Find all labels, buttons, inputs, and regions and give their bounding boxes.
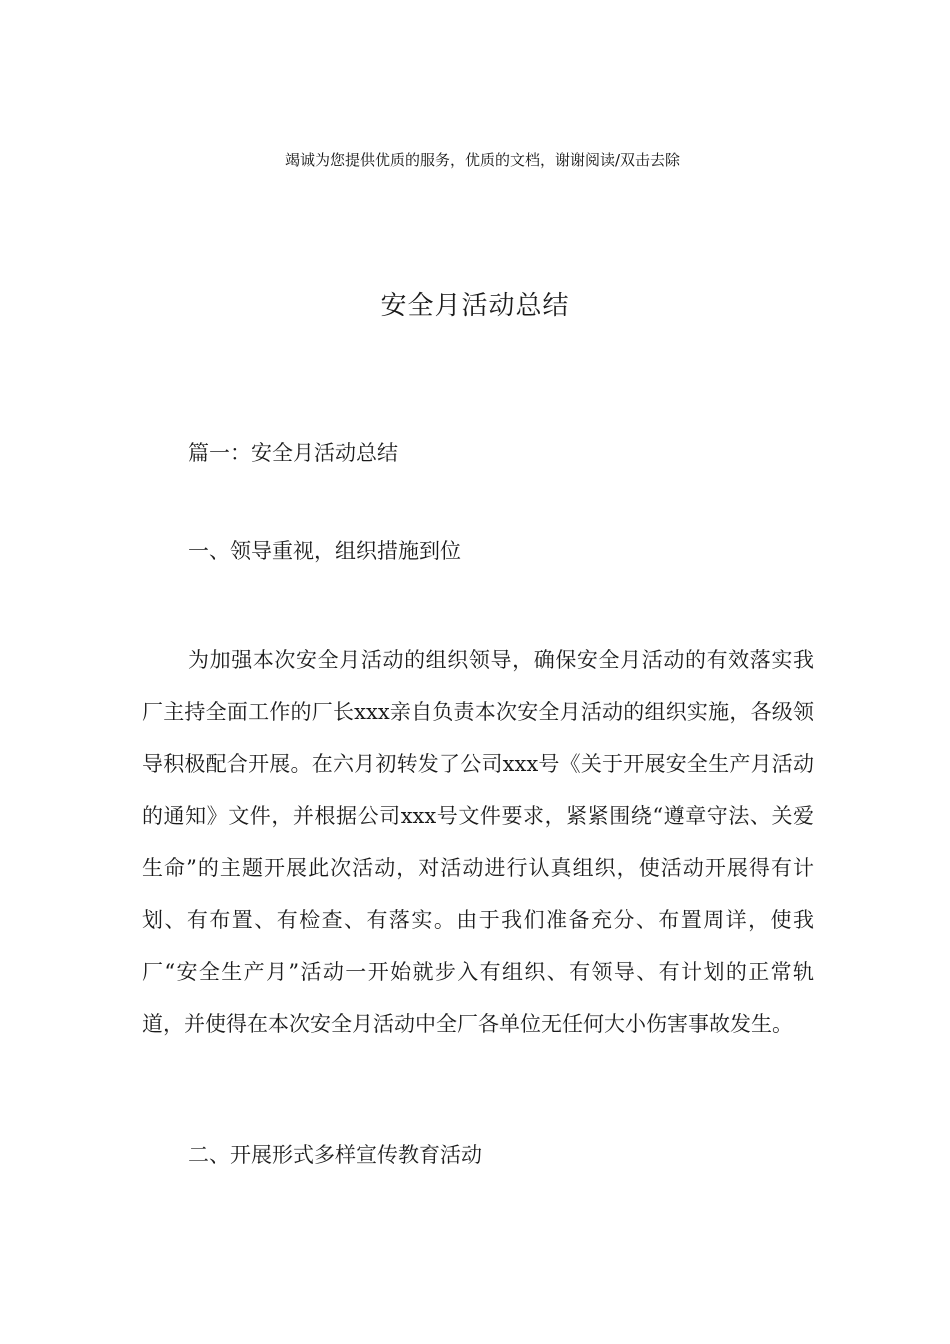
section-heading-1: 一、领导重视，组织措施到位 — [188, 539, 461, 563]
notice-text[interactable]: 竭诚为您提供优质的服务，优质的文档，谢谢阅读/双击去除 — [285, 151, 681, 169]
section-heading-2: 二、开展形式多样宣传教育活动 — [188, 1143, 482, 1167]
section-paragraph-1: 为加强本次安全月活动的组织领导，确保安全月活动的有效落实我厂主持全面工作的厂长xxx亲自负责本次安全月活动的组织实施，各级领导积极配合开展。在六月初转发了公司xxx号《关于开展安全生产月活动的通知》文件，并根据公司xxx号文件要求，紧紧围绕“遵章守法、关爱生命”的主题开展此次活动，对活动进行认真组织，使活动开展得有计划、有布置、有检查、有落实。由于我们准备充分、布置周详，使我厂“安全生产月”活动一开始就步入有组织、有领导、有计划的正常轨道，并使得在本次安全月活动中全厂各单位无任何大小伤害事故发生。 — [142, 648, 814, 1036]
part-heading: 篇一：安全月活动总结 — [188, 441, 398, 465]
document-title: 安全月活动总结 — [380, 291, 570, 321]
